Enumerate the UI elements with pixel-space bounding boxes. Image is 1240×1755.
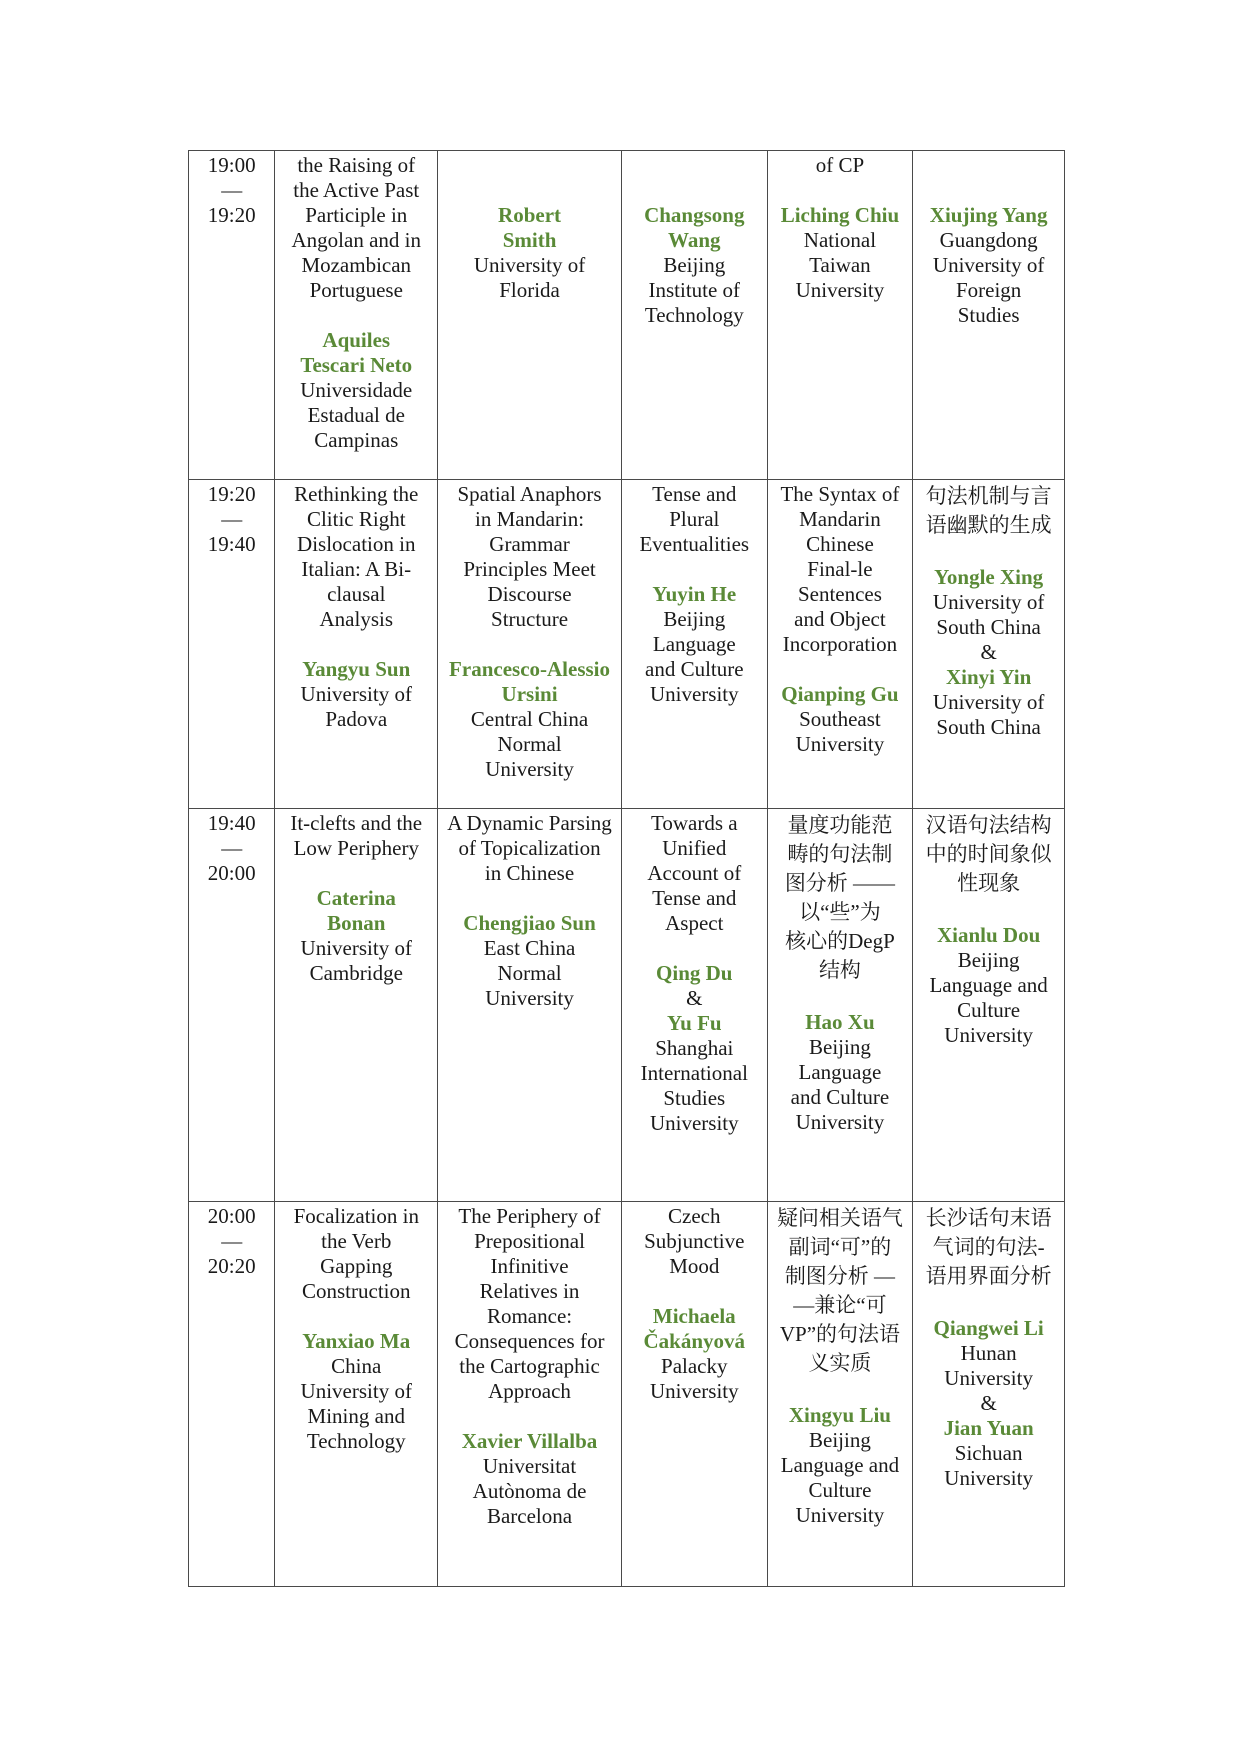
speaker-name: Robert <box>498 203 562 227</box>
speaker-affiliation: University <box>649 1379 739 1403</box>
speaker-affiliation: Southeast <box>799 707 881 731</box>
speaker-name: Yanxiao Ma <box>302 1329 411 1353</box>
talk-title-line: Eventualities <box>639 532 750 556</box>
talk-title-line: Plural <box>669 507 720 531</box>
time-slot <box>189 480 275 809</box>
speaker-name: Qiangwei Li <box>933 1316 1044 1340</box>
speaker-affiliation: Foreign <box>955 278 1022 302</box>
spacer <box>770 178 911 203</box>
schedule-body <box>189 151 1065 1587</box>
spacer <box>624 936 765 961</box>
schedule-row <box>189 151 1065 480</box>
time-separator: — <box>221 1229 243 1253</box>
schedule-table <box>188 150 1065 1587</box>
time-start: 19:00 <box>207 153 256 177</box>
session-cell <box>767 1202 913 1587</box>
talk-title-line: the Raising of <box>297 153 416 177</box>
speaker-affiliation: Barcelona <box>486 1504 573 1528</box>
speaker-affiliation: Language and <box>929 973 1048 997</box>
speaker-name: Michaela <box>652 1304 736 1328</box>
speaker-name: Yongle Xing <box>934 565 1044 589</box>
talk-title-line: Rethinking the <box>294 482 419 506</box>
spacer <box>915 898 1062 923</box>
speaker-name: Jian Yuan <box>943 1416 1034 1440</box>
speaker-affiliation: University of <box>300 936 412 960</box>
speaker-name: Xingyu Liu <box>788 1403 891 1427</box>
session-cell <box>275 809 438 1202</box>
session-cell <box>767 151 913 480</box>
session-cell <box>621 809 767 1202</box>
time-end: 19:40 <box>207 532 256 556</box>
spacer <box>277 303 435 328</box>
speaker-name: Yu Fu <box>666 1011 722 1035</box>
speaker-name: Francesco-Alessio <box>449 657 611 681</box>
talk-title-line: Czech <box>668 1204 721 1228</box>
talk-title-line: 疑问相关语气 <box>776 1206 903 1230</box>
speaker-name: Qing Du <box>656 961 733 985</box>
talk-title-line: 畴的句法制 <box>787 842 893 866</box>
spacer <box>624 153 765 203</box>
speaker-name: Chengjiao Sun <box>463 911 596 935</box>
speaker-name: Aquiles <box>322 328 391 352</box>
talk-title-line: It-clefts and the <box>290 811 423 835</box>
speaker-affiliation: University of <box>932 690 1045 714</box>
schedule-row <box>189 1202 1065 1587</box>
talk-title-line: 图分析 —— <box>784 871 896 895</box>
speaker-affiliation: International <box>640 1061 748 1085</box>
speaker-affiliation: Technology <box>306 1429 406 1453</box>
speaker-affiliation: University of <box>300 682 412 706</box>
speaker-affiliation: Palacky <box>661 1354 728 1378</box>
speaker-affiliation: Beijing <box>663 607 726 631</box>
speaker-name: Bonan <box>327 911 386 935</box>
speaker-affiliation: Studies <box>957 303 1020 327</box>
speaker-affiliation: Language <box>798 1060 882 1084</box>
talk-title-line: Structure <box>491 607 569 631</box>
talk-title-line: 语幽默的生成 <box>925 513 1052 537</box>
talk-title-line: 量度功能范 <box>787 813 893 837</box>
speaker-affiliation: Beijing <box>809 1428 871 1452</box>
time-separator: — <box>221 178 243 202</box>
speaker-name: Xavier Villalba <box>461 1429 598 1453</box>
speaker-affiliation: Culture <box>808 1478 872 1502</box>
speaker-affiliation: Language and <box>780 1453 900 1477</box>
talk-title-line: Aspect <box>665 911 724 935</box>
talk-title-line: 核心的DegP <box>785 929 895 953</box>
speaker-name: Hao Xu <box>805 1010 875 1034</box>
talk-title-line: Tense and <box>652 886 737 910</box>
speaker-affiliation: Sichuan <box>954 1441 1023 1465</box>
talk-title-line: Portuguese <box>309 278 403 302</box>
spacer <box>277 1304 435 1329</box>
talk-title-line: 副词“可”的 <box>788 1235 892 1259</box>
speaker-affiliation: University <box>649 682 739 706</box>
speaker-affiliation: University of <box>932 590 1045 614</box>
talk-title-line: Mandarin <box>799 507 881 531</box>
time-separator: — <box>221 836 243 860</box>
talk-title-line: —兼论“可 <box>793 1293 887 1317</box>
talk-title-line: of CP <box>815 153 865 177</box>
spacer <box>915 1291 1062 1316</box>
spacer <box>770 657 911 682</box>
speaker-affiliation: University <box>944 1023 1033 1047</box>
session-cell <box>438 1202 622 1587</box>
talk-title-line: Focalization in <box>293 1204 419 1228</box>
speaker-name: Qianping Gu <box>781 682 899 706</box>
speaker-affiliation: Normal <box>497 961 562 985</box>
spacer <box>624 557 765 582</box>
speaker-name: Xiujing Yang <box>929 203 1048 227</box>
speaker-affiliation: Universidade <box>300 378 413 402</box>
time-slot <box>189 809 275 1202</box>
talk-title-line: Romance: <box>486 1304 573 1328</box>
speaker-affiliation: Technology <box>644 303 744 327</box>
talk-title-line: Dislocation in <box>297 532 416 556</box>
session-cell <box>275 1202 438 1587</box>
speaker-affiliation: Beijing <box>663 253 726 277</box>
session-cell <box>275 480 438 809</box>
spacer <box>440 1404 619 1429</box>
speaker-name: Xianlu Dou <box>936 923 1041 947</box>
talk-title-line: in Mandarin: <box>475 507 585 531</box>
talk-title-line: Prepositional <box>474 1229 585 1253</box>
session-cell <box>913 809 1065 1202</box>
speaker-affiliation: University <box>795 1503 885 1527</box>
author-joiner: & <box>980 1391 997 1415</box>
speaker-affiliation: and Culture <box>645 657 744 681</box>
talk-title-line: Tense and <box>652 482 737 506</box>
speaker-affiliation: Autònoma de <box>472 1479 587 1503</box>
session-cell <box>275 151 438 480</box>
session-cell <box>438 809 622 1202</box>
talk-title-line: 中的时间象似 <box>925 842 1052 866</box>
talk-title-line: Spatial Anaphors <box>457 482 602 506</box>
session-cell <box>438 480 622 809</box>
schedule-row <box>189 809 1065 1202</box>
speaker-affiliation: University <box>795 732 885 756</box>
spacer <box>770 985 911 1010</box>
talk-title-line: The Syntax of <box>780 482 900 506</box>
talk-title-line: Low Periphery <box>293 836 419 860</box>
talk-title-line: Clitic Right <box>306 507 406 531</box>
speaker-affiliation: East China <box>483 936 576 960</box>
speaker-affiliation: Normal <box>497 732 562 756</box>
talk-title-line: Principles Meet <box>463 557 596 581</box>
time-end: 19:20 <box>207 203 256 227</box>
talk-title-line: Participle in <box>305 203 408 227</box>
speaker-name: Smith <box>502 228 557 252</box>
talk-title-line: Analysis <box>319 607 393 631</box>
speaker-affiliation: Taiwan <box>809 253 871 277</box>
talk-title-line: clausal <box>327 582 386 606</box>
time-separator: — <box>221 507 243 531</box>
session-cell <box>621 151 767 480</box>
author-joiner: & <box>686 986 703 1010</box>
speaker-affiliation: China <box>331 1354 382 1378</box>
talk-title-line: Relatives in <box>479 1279 580 1303</box>
talk-title-line: Sentences <box>797 582 882 606</box>
talk-title-line: Mood <box>669 1254 720 1278</box>
talk-title-line: 结构 <box>818 958 861 982</box>
spacer <box>277 861 435 886</box>
talk-title-line: Consequences for <box>454 1329 605 1353</box>
speaker-affiliation: Universitat <box>482 1454 577 1478</box>
speaker-affiliation: University <box>944 1366 1033 1390</box>
speaker-affiliation: Institute of <box>648 278 741 302</box>
talk-title-line: the Active Past <box>293 178 420 202</box>
talk-title-line: of Topicalization <box>458 836 601 860</box>
spacer <box>440 886 619 911</box>
speaker-affiliation: Shanghai <box>655 1036 734 1060</box>
session-cell <box>621 1202 767 1587</box>
spacer <box>440 632 619 657</box>
time-end: 20:20 <box>207 1254 256 1278</box>
talk-title-line: Discourse <box>487 582 572 606</box>
speaker-affiliation: University <box>795 278 885 302</box>
talk-title-line: the Cartographic <box>459 1354 600 1378</box>
author-joiner: & <box>980 640 997 664</box>
session-cell <box>767 480 913 809</box>
talk-title-line: 汉语句法结构 <box>925 813 1052 837</box>
talk-title-line: 长沙话句末语 <box>925 1206 1052 1230</box>
time-slot <box>189 151 275 480</box>
session-cell <box>913 480 1065 809</box>
session-cell <box>438 151 622 480</box>
spacer <box>915 540 1062 565</box>
speaker-name: Wang <box>668 228 721 252</box>
talk-title-line: Angolan and in <box>291 228 421 252</box>
talk-title-line: 气词的句法- <box>932 1235 1045 1259</box>
talk-title-line: Italian: A Bi- <box>301 557 412 581</box>
talk-title-line: Unified <box>662 836 727 860</box>
speaker-affiliation: University <box>944 1466 1033 1490</box>
talk-title-line: 以“些”为 <box>799 900 881 924</box>
speaker-affiliation: South China <box>936 715 1041 739</box>
session-cell <box>913 1202 1065 1587</box>
talk-title-line: in Chinese <box>484 861 575 885</box>
talk-title-line: 制图分析 — <box>784 1264 896 1288</box>
speaker-affiliation: Language <box>652 632 736 656</box>
speaker-name: Liching Chiu <box>780 203 900 227</box>
speaker-affiliation: Padova <box>325 707 388 731</box>
session-cell <box>767 809 913 1202</box>
talk-title-line: 语用界面分析 <box>925 1264 1052 1288</box>
talk-title-line: Infinitive <box>490 1254 569 1278</box>
speaker-name: Caterina <box>316 886 396 910</box>
spacer <box>440 153 619 203</box>
speaker-affiliation: University <box>485 757 574 781</box>
talk-title-line: Gapping <box>320 1254 393 1278</box>
talk-title-line: 句法机制与言 <box>925 484 1052 508</box>
talk-title-line: Chinese <box>806 532 874 556</box>
talk-title-line: The Periphery of <box>458 1204 601 1228</box>
speaker-affiliation: Beijing <box>957 948 1020 972</box>
speaker-name: Xinyi Yin <box>945 665 1032 689</box>
talk-title-line: Construction <box>302 1279 411 1303</box>
speaker-affiliation: University <box>795 1110 885 1134</box>
time-start: 19:40 <box>207 811 256 835</box>
speaker-affiliation: Hunan <box>960 1341 1017 1365</box>
time-end: 20:00 <box>207 861 256 885</box>
session-cell <box>621 480 767 809</box>
time-start: 19:20 <box>207 482 256 506</box>
talk-title-line: the Verb <box>321 1229 392 1253</box>
speaker-affiliation: Beijing <box>809 1035 871 1059</box>
speaker-name: Tescari Neto <box>300 353 413 377</box>
talk-title-line: 义实质 <box>808 1351 872 1375</box>
session-cell <box>913 151 1065 480</box>
speaker-affiliation: University of <box>473 253 586 277</box>
speaker-name: Ursini <box>501 682 558 706</box>
speaker-affiliation: National <box>803 228 877 252</box>
talk-title-line: and Object <box>794 607 886 631</box>
speaker-affiliation: University of <box>300 1379 412 1403</box>
speaker-affiliation: University of <box>932 253 1045 277</box>
spacer <box>277 632 435 657</box>
talk-title-line: Grammar <box>489 532 570 556</box>
speaker-affiliation: Florida <box>499 278 560 302</box>
speaker-affiliation: Campinas <box>314 428 399 452</box>
speaker-affiliation: Estadual de <box>307 403 405 427</box>
speaker-affiliation: Guangdong <box>939 228 1038 252</box>
time-slot <box>189 1202 275 1587</box>
talk-title-line: Final-le <box>807 557 873 581</box>
speaker-affiliation: Culture <box>957 998 1021 1022</box>
speaker-affiliation: University <box>485 986 574 1010</box>
speaker-affiliation: Studies <box>663 1086 726 1110</box>
talk-title-line: Account of <box>647 861 742 885</box>
speaker-name: Changsong <box>644 203 745 227</box>
time-start: 20:00 <box>207 1204 256 1228</box>
talk-title-line: A Dynamic Parsing <box>447 811 612 835</box>
speaker-name: Yuyin He <box>652 582 737 606</box>
speaker-affiliation: Central China <box>470 707 589 731</box>
talk-title-line: Approach <box>488 1379 571 1403</box>
talk-title-line: Subjunctive <box>644 1229 745 1253</box>
speaker-affiliation: University <box>649 1111 739 1135</box>
spacer <box>915 153 1062 203</box>
speaker-affiliation: and Culture <box>790 1085 890 1109</box>
talk-title-line: Towards a <box>650 811 738 835</box>
talk-title-line: Incorporation <box>782 632 898 656</box>
speaker-name: Yangyu Sun <box>302 657 411 681</box>
speaker-affiliation: Cambridge <box>309 961 403 985</box>
talk-title-line: Mozambican <box>301 253 412 277</box>
speaker-name: Čakányová <box>643 1329 746 1353</box>
talk-title-line: 性现象 <box>957 871 1021 895</box>
speaker-affiliation: Mining and <box>307 1404 405 1428</box>
talk-title-line: VP”的句法语 <box>779 1322 901 1346</box>
speaker-affiliation: South China <box>936 615 1041 639</box>
spacer <box>770 1378 911 1403</box>
schedule-row <box>189 480 1065 809</box>
spacer <box>624 1279 765 1304</box>
